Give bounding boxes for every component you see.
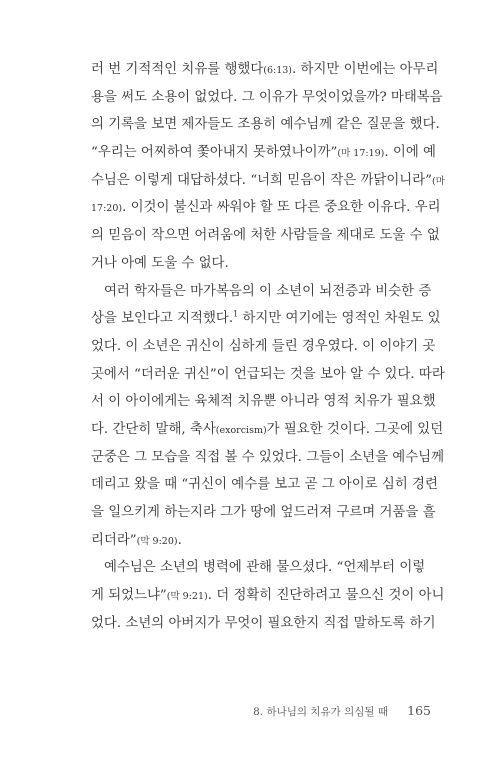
citation-text: (exorcism) xyxy=(215,424,267,436)
text-line xyxy=(91,388,436,416)
line-text: . 더 정확히 진단하려고 물으신 것이 아니 xyxy=(207,588,445,604)
body-text xyxy=(91,56,445,637)
text-line xyxy=(91,444,445,472)
line-text: 서 이 아이에게는 육체적 치유뿐 아니라 영적 치유가 필요했 xyxy=(91,394,436,410)
line-text: 의 기록을 보면 제자들도 조용히 예수님께 같은 질문을 했다. xyxy=(91,117,440,133)
line-text: “우리는 어찌하여 쫓아내지 못하였나이까” xyxy=(91,145,338,161)
text-line xyxy=(91,139,436,167)
text-line xyxy=(91,111,440,139)
text-line xyxy=(91,250,425,278)
line-text: 예수님은 소년의 병력에 관해 물으셨다. “언제부터 이렇 xyxy=(104,560,426,576)
running-chapter-title: 8. 하나님의 치유가 의심될 때 xyxy=(253,706,389,718)
line-text: 곳에서 “더러운 귀신”이 언급되는 것을 보아 알 수 있다. 따라 xyxy=(91,366,445,382)
line-text: 러 번 기적적인 치유를 행했다 xyxy=(91,62,264,77)
text-line xyxy=(91,56,439,84)
text-line xyxy=(91,194,441,222)
text-line xyxy=(91,499,436,527)
line-text: 용을 써도 소용이 없었다. 그 이유가 무엇이었을까? 마태복음 xyxy=(91,89,443,105)
page-footer xyxy=(0,700,431,719)
line-text: 의 믿음이 작으면 어려움에 처한 사람들을 제대로 도울 수 없 xyxy=(91,228,440,244)
text-line xyxy=(91,582,445,610)
line-text: . 이에 예 xyxy=(384,145,436,161)
text-line xyxy=(91,527,425,555)
citation-text: (마 17:19) xyxy=(337,148,385,160)
text-line xyxy=(91,416,444,444)
line-text: 하지만 여기에는 영적인 차원도 있 xyxy=(238,311,441,327)
line-text: 여러 학자들은 마가복음의 이 소년이 뇌전증과 비슷한 증 xyxy=(104,283,432,299)
line-text: . 이것이 불신과 싸워야 할 또 다른 중요한 이유다. 우리 xyxy=(122,200,441,216)
citation-text: 17:20) xyxy=(91,203,123,215)
text-line xyxy=(91,554,425,582)
citation-text: (막 9:20) xyxy=(136,535,178,547)
line-text: 데리고 왔을 때 “귀신이 예수를 보고 곧 그 아이로 심히 경련 xyxy=(91,477,438,493)
text-line xyxy=(91,471,438,499)
text-line xyxy=(91,333,436,361)
text-line xyxy=(91,278,432,306)
line-text: 수님은 이렇게 대답하셨다. “너희 믿음이 작은 까닭이니라” xyxy=(91,172,432,188)
line-text: 군중은 그 모습을 직접 볼 수 있었다. 그들이 소년을 예수님께 xyxy=(91,449,445,465)
line-text: 거나 아예 도울 수 없다. xyxy=(91,255,229,271)
line-text: 다. 간단히 말해, 축사 xyxy=(91,421,216,437)
line-text: . xyxy=(177,532,182,548)
footnote-marker: 1 xyxy=(233,309,239,319)
citation-text: (6:13) xyxy=(263,65,292,76)
line-text: 었다. 소년의 아버지가 무엇이 필요한지 직접 말하도록 하기 xyxy=(91,615,436,631)
line-text: 상을 보인다고 지적했다. xyxy=(91,311,234,327)
text-line xyxy=(91,305,441,333)
line-text: 을 일으키게 하는지라 그가 땅에 엎드러져 구르며 거품을 흘 xyxy=(91,505,436,520)
line-text: 게 되었느냐” xyxy=(91,588,167,604)
text-line xyxy=(91,167,445,195)
page-number: 165 xyxy=(407,703,431,718)
line-text: . 하지만 이번에는 아무리 xyxy=(292,62,439,77)
citation-text: (막 9:21) xyxy=(166,591,208,603)
line-text: 가 필요한 것이다. 그곳에 있던 xyxy=(266,421,444,437)
text-line xyxy=(91,222,440,250)
text-line xyxy=(91,84,443,112)
citation-text: (마 xyxy=(432,175,445,187)
text-line xyxy=(91,610,436,638)
line-text: 리더라” xyxy=(91,532,137,548)
line-text: 었다. 이 소년은 귀신이 심하게 들린 경우였다. 이 이야기 곳 xyxy=(91,338,436,354)
text-line xyxy=(91,361,445,389)
